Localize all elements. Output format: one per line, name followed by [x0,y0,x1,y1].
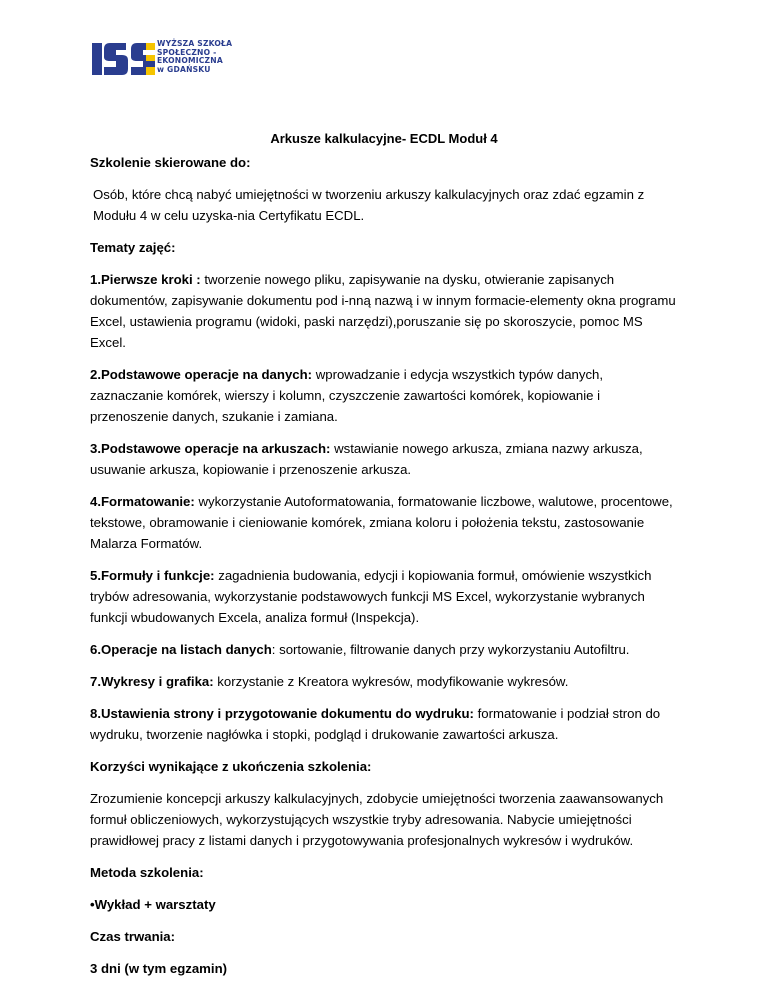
benefits-text: Zrozumienie koncepcji arkuszy kalkulacyjnych, zdobycie umiejętności tworzenia zaawansowanych formuł obliczeniowych, wykorzystujących wszystkie tryby adresowania. Nabycie umiejętności prawidłowej pracy z listami danych i przygotowywania profesjonalnych wykresów i wydruków. [90,791,664,848]
topic-label: 6.Operacje na listach danych [90,642,272,657]
topic-item [90,703,680,745]
topic-item [90,639,680,660]
logo-line: w GDAŃSKU [157,64,211,74]
topic-label: 7.Wykresy i grafika: [90,674,214,689]
topic-text: formatowanie i podział stron do wydruku, tworzenie nagłówka i stopki, podgląd i drukowanie zawartości arkusza. [90,706,661,742]
document-title: Arkusze kalkulacyjne- ECDL Moduł 4 [270,131,498,146]
topic-item [90,269,680,353]
logo-line: EKONOMICZNA [157,56,223,66]
duration-heading: Czas trwania: [90,929,176,944]
benefits-heading: Korzyści wynikające z ukończenia szkolenia: [90,759,372,774]
logo-line: WYŻSZA SZKOŁA [157,39,233,48]
topic-label: 4.Formatowanie: [90,494,195,509]
wsse-logo-mark [90,41,156,79]
topic-text: zagadnienia budowania, edycji i kopiowania formuł, omówienie wszystkich trybów adresowania, wykorzystanie podstawowych funkcji MS Excel, wykorzystanie wybranych funkcji wbudowanych Excela, analiza formuł (Inspekcja). [90,568,652,625]
audience-text: Osób, które chcą nabyć umiejętności w tworzeniu arkuszy kalkulacyjnych oraz zdać egzamin z Modułu 4 w celu uzyska-nia Certyfikatu ECDL. [93,187,645,223]
topic-label: 8.Ustawienia strony i przygotowanie dokumentu do wydruku: [90,706,474,721]
school-logo [90,40,240,80]
document-body [90,152,680,990]
topic-item [90,491,680,554]
topic-item [90,565,680,628]
topic-label: 5.Formuły i funkcje: [90,568,215,583]
audience-heading: Szkolenie skierowane do: [90,155,251,170]
method-text: •Wykład + warsztaty [90,897,216,912]
duration-text: 3 dni (w tym egzamin) [90,961,228,976]
topics-heading: Tematy zajęć: [90,240,176,255]
topic-item [90,438,680,480]
topic-text: wprowadzanie i edycja wszystkich typów danych, zaznaczanie komórek, wierszy i kolumn, czyszczenie zawartości komórek, kopiowanie i przenoszenie danych, szukanie i zamiana. [90,367,604,424]
topic-text: wstawianie nowego arkusza, zmiana nazwy arkusza, usuwanie arkusza, kopiowanie i przenoszenie arkusza. [90,441,643,477]
topic-item [90,671,680,692]
topic-text: korzystanie z Kreatora wykresów, modyfikowanie wykresów. [213,674,569,689]
topic-text: wykorzystanie Autoformatowania, formatowanie liczbowe, walutowe, procentowe, tekstowe, obramowanie i cieniowanie komórek, zmiana koloru i położenia tekstu, zastosowanie Malarza Formatów. [90,494,673,551]
topic-item [90,364,680,427]
topic-label: 2.Podstawowe operacje na danych: [90,367,313,382]
topic-label: 3.Podstawowe operacje na arkuszach: [90,441,331,456]
topic-text: : sortowanie, filtrowanie danych przy wykorzystaniu Autofiltru. [271,642,630,657]
topic-text: tworzenie nowego pliku, zapisywanie na dysku, otwieranie zapisanych dokumentów, zapisywanie dokumentu pod i-nną nazwą i w innym formacie-elementy okna programu Excel, ustawienia programu (widoki, paski narzędzi),poruszanie się po skoroszycie, pomoc MS Excel. [90,272,676,350]
topic-label: 1.Pierwsze kroki : [90,272,201,287]
logo-line: SPOŁECZNO - [157,47,217,57]
method-heading: Metoda szkolenia: [90,865,204,880]
logo-text [157,40,232,74]
